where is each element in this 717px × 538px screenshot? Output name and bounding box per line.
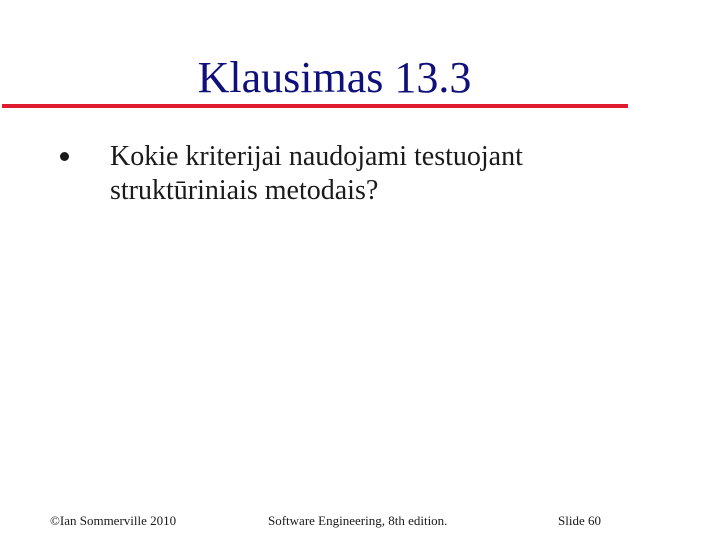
bullet-line-2: struktūriniais metodais? (110, 175, 379, 206)
bullet-icon (60, 152, 69, 161)
bullet-text (110, 140, 630, 208)
title-underline (2, 104, 628, 108)
slide-title: Klausimas 13.3 (197, 53, 472, 102)
footer-slide-number: Slide 60 (558, 513, 601, 528)
bullet-line-1: Kokie kriterijai naudojami testuojant (110, 141, 523, 172)
footer-book-title: Software Engineering, 8th edition. (268, 513, 448, 528)
footer-copyright: ©Ian Sommerville 2010 (50, 513, 177, 528)
